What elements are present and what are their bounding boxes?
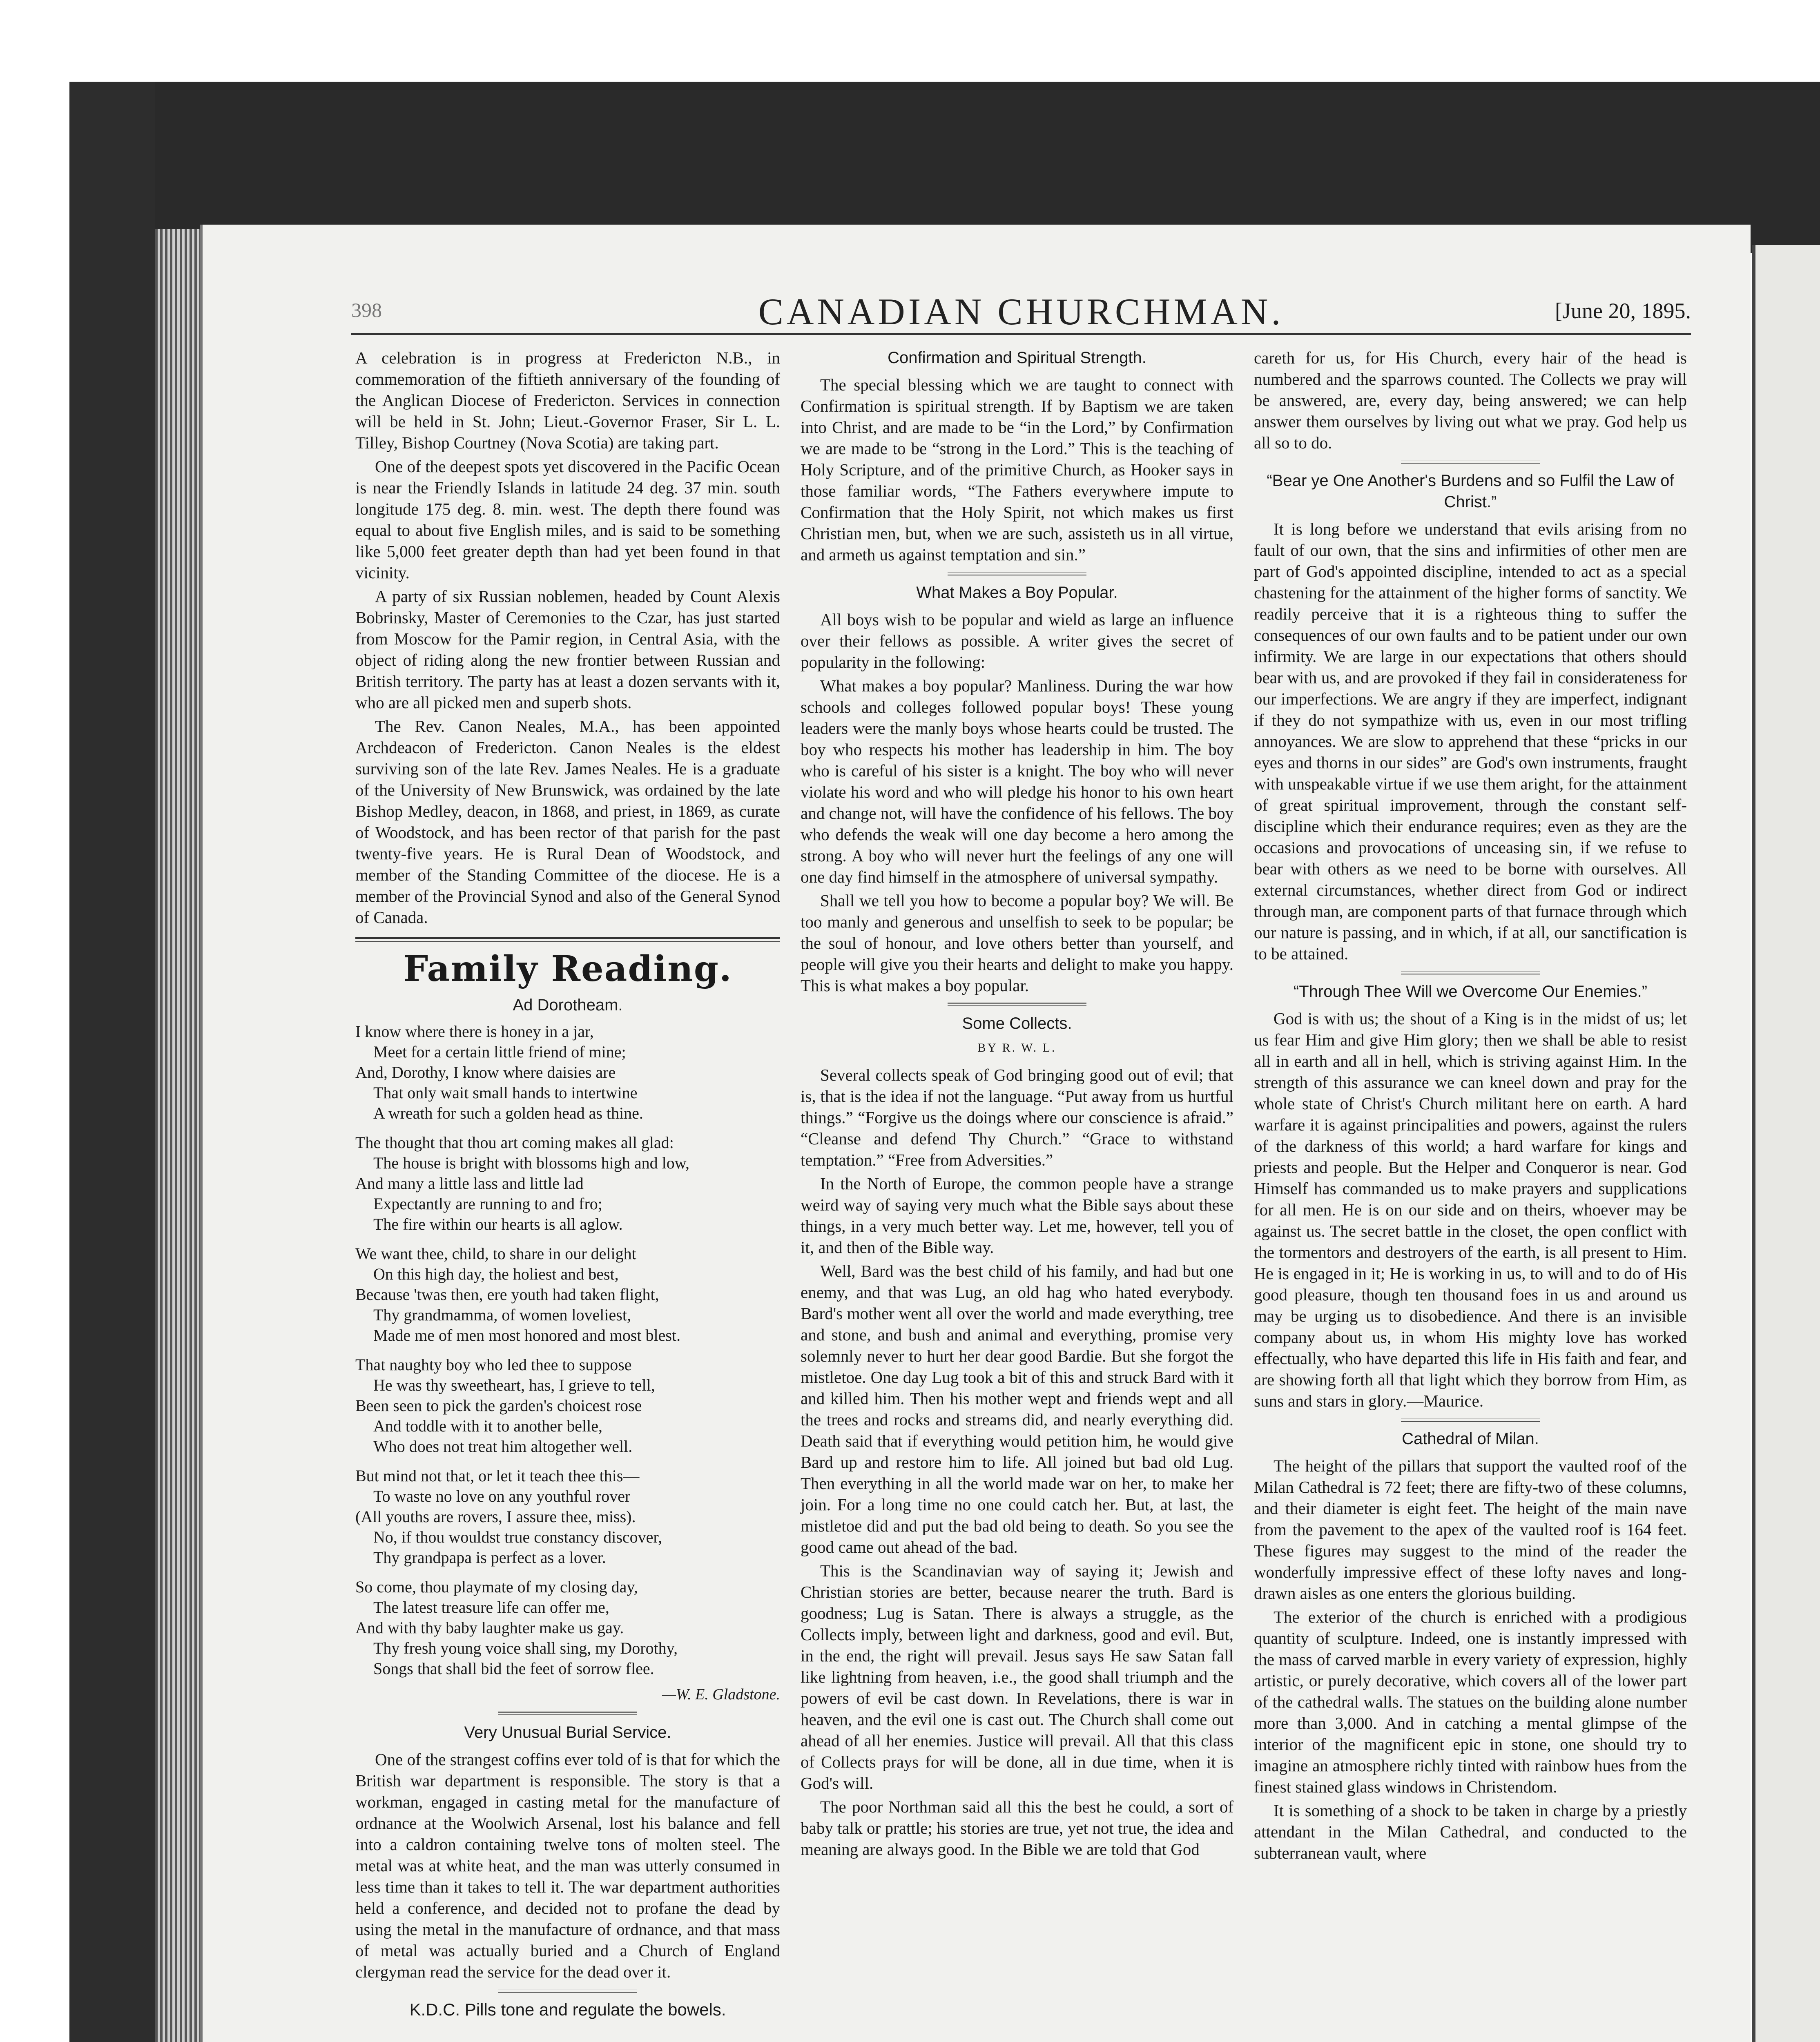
poem-line: Who does not treat him altogether well. (373, 1437, 633, 1456)
book-page-edges (155, 229, 204, 2042)
article-paragraph: The poor Northman said all this the best he could, a sort of baby talk or prattle; his stories are true, yet not true, the idea and meaning are always good. In the Bible we are told that God (801, 1797, 1233, 1859)
poem-line: And, Dorothy, I know where daisies are (355, 1063, 616, 1081)
page-number: 398 (351, 299, 382, 321)
article-paragraph: The exterior of the church is enriched with a prodigious quantity of sculpture. Indeed, one is instantly impressed with the mass of carved marble in every variety of expression, highly artistic, or purely decorative, which covers all of the lower part of the cathedral walls. The statues on the building alone number more than 3,000. And in catching a mental glimpse of the interior of the magnificent epic in stone, one should try to imagine an atmosphere richly tinted with rainbow hues from the finest stained glass windows in Christendom. (1254, 1607, 1687, 1796)
article-paragraph: Several collects speak of God bringing good out of evil; that is, that is the idea if not the language. “Put away from us hurtful things.” “Forgive us the doings where our conscience is afraid.” “Cleanse and defend Thy Church.” “Grace to withstand temptation.” “Free from Adversities.” (801, 1066, 1233, 1169)
article-paragraph: God is with us; the shout of a King is in the midst of us; let us fear Him and give Him glory; then we shall be able to resist all in earth and all in hell, which is striving against Him. In the strength of this assurance we can kneel down and pray for the whole state of Christ's Church militant here on earth. A hard warfare it is against principalities and powers, against the rulers of the darkness of this world; a hard warfare for kings and priests and people. But the Helper and Conqueror is near. God Himself has commanded us to make prayers and supplications for all men. He is on our side and on theirs, whoever may be against us. The secret battle in the closet, the open conflict with the tormentors and destroyers of the earth, is all present to Him. He is engaged in it; He is working in us, to will and to do of His good pleasure, though ten thousand foes in us and around us may be urging us to disobedience. And there is an invisible company about us, in whom His mighty love has worked effectually, who have departed this life in His faith and fear, and are showing forth all that light which they borrow from Him, as suns and stars in glory.—Maurice. (1254, 1009, 1687, 1410)
article-paragraph: This is the Scandinavian way of saying it; Jewish and Christian stories are better, because nearer the truth. Bard is goodness; Lug is Satan. There is always a struggle, as the Collects imply, between light and darkness, good and evil. But, in the end, the right will prevail. Jesus says He saw Satan fall like lightning from heaven, i.e., the good shall triumph and the powers of evil be cast down. In Revelations, there is war in heaven, and the evil one is cast out. The Church shall come out ahead of all her enemies. Justice will prevail. All that this class of Collects prays for will be done, all in due time, when it is God's will. (801, 1561, 1233, 1792)
poem-title: Ad Dorotheam. (513, 996, 623, 1014)
poem-line: To waste no love on any youthful rover (373, 1487, 631, 1505)
article-title: “Bear ye One Another's Burdens and so Fulfil the Law of Christ.” (1267, 472, 1674, 511)
poem-stanza (355, 1355, 780, 1457)
article-paragraph: The Rev. Canon Neales, M.A., has been appointed Archdeacon of Fredericton. Canon Neales is the eldest surviving son of the late Rev. James Neales. He is a graduate of the University of New Brunswick, was ordained by the late Bishop Medley, deacon, in 1868, and priest, in 1869, as curate of Woodstock, and has been rector of that parish for the past twenty-five years. He is Rural Dean of Woodstock, and member of the Standing Committee of the diocese. He is a member of the Provincial Synod and also of the General Synod of Canada. (355, 717, 780, 927)
poem-line: Songs that shall bid the feet of sorrow flee. (373, 1659, 654, 1678)
poem-line: Because 'twas then, ere youth had taken flight, (355, 1285, 659, 1304)
article-paragraph: It is something of a shock to be taken in charge by a priestly attendant in the Milan Cathedral, and conducted to the subterranean vault, where (1254, 1801, 1687, 1862)
poem-stanza (355, 1577, 780, 1679)
article-paragraph: It is long before we understand that evils arising from no fault of our own, that the sins and infirmities of other men are part of God's appointed discipline, intended to act as a special chastening for the attainment of the higher forms of sanctity. We readily perceive that it is a righteous thing to suffer the consequences of our own faults and to be patient under our own infirmity. We are large in our expectations that others should bear with us, and are provoked if they fail in considerateness for our imperfections. We are angry if they are imperfect, indignant if they do not sympathize with us, even in our most trifling annoyances. We are slow to apprehend that these “pricks in our eyes and thorns in our sides” are God's own instruments, fraught with unspeakable virtue if we use them aright, for the attainment of great spiritual improvement, through the constant self-discipline which their endurance requires; even as they are the occasions and provocations of unceasing sin, if we refuse to bear with others as we need to be borne with ourselves. All external circumstances, whether direct from God or indirect through man, are component parts of that furnace through which our nature is passing, and in which, if at all, our sanctification is to be attained. (1254, 519, 1687, 963)
section-rule (355, 937, 780, 942)
poem-line: Made me of men most honored and most blest. (373, 1326, 681, 1344)
article-title: “Through Thee Will we Overcome Our Enemies.” (1293, 983, 1648, 1001)
article-paragraph: The height of the pillars that support the vaulted roof of the Milan Cathedral is 72 feet; there are fifty-two of these columns, and their diameter is eight feet. The height of the main nave from the pavement to the apex of the vaulted roof is 164 feet. These figures may suggest to the mind of the reader the wonderfully impressive effect of these lofty naves and long-drawn aisles as one enters the glorious building. (1254, 1456, 1687, 1603)
advertisement: K.D.C. Pills tone and regulate the bowels. (409, 2000, 726, 2019)
poem-line: That naughty boy who led thee to suppose (355, 1355, 632, 1374)
article-paragraph: One of the deepest spots yet discovered in the Pacific Ocean is near the Friendly Islands in latitude 24 deg. 37 min. south longitude 175 deg. 8. min. west. The depth there found was equal to about five English miles, and is said to be something like 5,000 feet greater depth than had yet been found in that vicinity. (355, 457, 780, 582)
article-title: Cathedral of Milan. (1402, 1430, 1539, 1448)
poem-line: Thy grandmamma, of women loveliest, (373, 1306, 631, 1324)
article-paragraph: One of the strangest coffins ever told of is that for which the British war department is responsible. The story is that a workman, engaged in casting metal for the manufacture of ordnance at the Woolwich Arsenal, lost his balance and fell into a caldron containing twelve tons of molten steel. The metal was at white heat, and the man was utterly consumed in less time than it takes to tell it. The war department authorities held a conference, and decided not to profane the dead by using the metal in the manufacture of ordnance, and that mass of metal was actually buried and a Church of England clergyman read the service for the dead over it. (355, 1750, 780, 1981)
poem-line: No, if thou wouldst true constancy discover, (373, 1528, 662, 1546)
poem-line: The fire within our hearts is all aglow. (373, 1215, 623, 1233)
poem-line: He was thy sweetheart, has, I grieve to tell, (373, 1376, 655, 1394)
issue-date: [June 20, 1895. (1555, 299, 1691, 323)
poem-line: That only wait small hands to intertwine (373, 1083, 638, 1102)
poem-signature: —W. E. Gladstone. (662, 1686, 780, 1703)
facing-page-edge (1752, 245, 1820, 2042)
poem-line: And with thy baby laughter make us gay. (355, 1618, 624, 1637)
article-paragraph: Shall we tell you how to become a popular boy? We will. Be too manly and generous and unselfish to seek to be popular; be the soul of honour, and love others better than yourself, and people will give you their hearts and delight to make you happy. This is what makes a boy popular. (801, 891, 1233, 995)
poem-line: Expectantly are running to and fro; (373, 1195, 602, 1213)
poem-stanza (355, 1021, 780, 1124)
poem-stanza (355, 1132, 780, 1235)
article-byline: BY R. W. L. (977, 1041, 1057, 1054)
article-title: What Makes a Boy Popular. (916, 584, 1118, 602)
poem-stanza (355, 1244, 780, 1346)
masthead: CANADIAN CHURCHMAN. (758, 291, 1284, 332)
article-divider (948, 1003, 1086, 1006)
poem-line: I know where there is honey in a jar, (355, 1022, 594, 1041)
poem-line: And many a little lass and little lad (355, 1174, 584, 1193)
article-paragraph: All boys wish to be popular and wield as large an influence over their fellows as possible. A writer gives the secret of popularity in the following: (801, 610, 1233, 671)
poem-line: And toddle with it to another belle, (373, 1417, 602, 1435)
poem-line: On this high day, the holiest and best, (373, 1265, 619, 1283)
article-paragraph: Well, Bard was the best child of his family, and had but one enemy, and that was Lug, an old hag who hated everybody. Bard's mother went all over the world and made everything, tree and stone, and bush and animal and everything, promise very solemnly never to hurt her dear good Bardie. But she forgot the mistletoe. One day Lug took a bit of this and struck Bard with it and killed him. Then his mother wept and friends wept and all the trees and rocks and streams did, and nearly everything did. Death said that if everything would petition him, he would give Bard up and restore him to life. All joined but bad old Lug. Then everything in all the world made war on her, to make her join. For a long time no one could catch her. But, at last, the mistletoe did and put the bad old being to death. So you see the good came out ahead of the bad. (801, 1262, 1233, 1556)
article-paragraph: The special blessing which we are taught to connect with Confirmation is spiritual strength. If by Baptism we are taken into Christ, and are made to be “in the Lord,” by Confirmation we are made to be “strong in the Lord.” This is the teaching of Holy Scripture, and of the primitive Church, as Hooker says in those familiar words, “The Fathers everywhere impute to Confirmation that the Holy Spirit, not which makes us first Christian men, but, when we are such, assisteth us in all virtue, and armeth us against temptation and sin.” (801, 375, 1233, 564)
article-paragraph: A celebration is in progress at Fredericton N.B., in commemoration of the fiftieth anniversary of the founding of the Anglican Diocese of Fredericton. Services in connection will be held in St. John; Lieut.-Governor Fraser, Sir L. L. Tilley, Bishop Courtney (Nova Scotia) are taking part. (355, 348, 780, 452)
article-divider (1401, 971, 1540, 974)
poem-line: Meet for a certain little friend of mine; (373, 1043, 626, 1061)
article-title: Some Collects. (962, 1014, 1072, 1032)
poem-line: But mind not that, or let it teach thee this— (355, 1467, 640, 1485)
article-paragraph: In the North of Europe, the common people have a strange weird way of saying very much what the Bible says about these things, in a very much better way. Let me, however, tell you of it, and then of the Bible way. (801, 1174, 1233, 1257)
poem-line: The thought that thou art coming makes all glad: (355, 1133, 674, 1152)
scan-background-left (69, 82, 155, 2042)
poem-line: Been seen to pick the garden's choicest rose (355, 1396, 642, 1415)
poem-line: We want thee, child, to share in our delight (355, 1244, 636, 1263)
column-2 (801, 347, 1233, 1862)
article-paragraph: What makes a boy popular? Manliness. During the war how schools and colleges followed popular boys! These young leaders were the manly boys whose hearts could be trusted. The boy who respects his mother has leadership in him. The boy who is careful of his sister is a knight. The boy who will never violate his word and who will pledge his honor to his own heart and change not, will have the confidence of his fellows. The boy who defends the weak will one day become a hero among the strong. A boy who will never hurt the feelings of any one will one day find himself in the atmosphere of universal sympathy. (801, 676, 1233, 886)
article-title: Very Unusual Burial Service. (464, 1723, 671, 1741)
poem-line: Thy fresh young voice shall sing, my Dorothy, (373, 1639, 678, 1657)
poem-line: Thy grandpapa is perfect as a lover. (373, 1548, 606, 1567)
article-divider (1401, 1418, 1540, 1422)
poem-line: So come, thou playmate of my closing day, (355, 1578, 638, 1596)
column-1 (355, 347, 780, 2020)
article-divider (948, 572, 1086, 575)
poem-line: The house is bright with blossoms high and low, (373, 1154, 690, 1172)
article-divider (1401, 460, 1540, 464)
article-divider (498, 1712, 637, 1715)
column-3 (1254, 347, 1687, 1866)
poem-line: (All youths are rovers, I assure thee, miss). (355, 1507, 636, 1526)
article-title: Confirmation and Spiritual Strength. (888, 349, 1146, 367)
article-divider (498, 1989, 637, 1993)
article-paragraph: A party of six Russian noblemen, headed by Count Alexis Bobrinsky, Master of Ceremonies to the Czar, has just started from Moscow for the Pamir region, in Central Asia, with the object of riding along the new frontier between Russian and British territory. The party has at least a dozen servants with it, who are all picked men and superb shots. (355, 587, 780, 712)
article-paragraph: careth for us, for His Church, every hair of the head is numbered and the sparrows counted. The Collects we pray will be answered, are, every day, being answered; we can help answer them ourselves by living out what we pray. God help us all so to do. (1254, 348, 1687, 452)
section-title: Family Reading. (403, 948, 732, 990)
poem-line: A wreath for such a golden head as thine. (373, 1104, 643, 1122)
header-rule (351, 333, 1691, 335)
poem-stanza (355, 1466, 780, 1568)
page-header (351, 286, 1691, 335)
poem-line: The latest treasure life can offer me, (373, 1598, 609, 1616)
